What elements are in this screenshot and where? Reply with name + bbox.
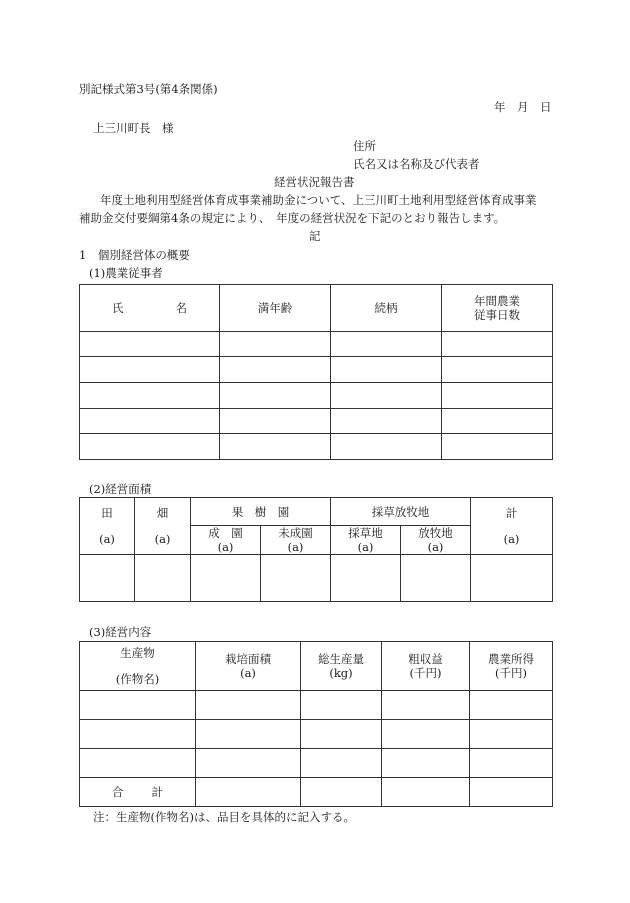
total-row — [80, 778, 553, 807]
ki-mark: 記 — [309, 229, 321, 243]
grazing-header: 放牧地 (a) — [401, 526, 471, 555]
farm-workers-table — [79, 284, 553, 460]
total-header: 計 (a) — [471, 498, 553, 555]
subsection-3-heading: (3)経営内容 — [89, 625, 152, 639]
immature-orchard-header: 未成園 (a) — [261, 526, 331, 555]
meadow-header: 採草地 (a) — [331, 526, 401, 555]
orchard-header: 果 樹 園 — [191, 498, 331, 526]
table-row — [80, 383, 553, 409]
table-row — [80, 749, 553, 778]
col-name-header: 氏 名 — [80, 285, 220, 332]
table-row — [80, 332, 553, 357]
table-row — [80, 720, 553, 749]
address-label: 住所 — [353, 139, 376, 153]
farm-management-table — [79, 641, 553, 807]
col-days-header: 年間農業 従事日数 — [442, 285, 553, 332]
paddy-header: 田 (a) — [80, 498, 135, 555]
production-header: 総生産量 (kg) — [301, 642, 382, 691]
farm-area-table — [79, 497, 553, 602]
table-row — [80, 434, 553, 460]
body-line-1: 年度土地利用型経営体育成事業補助金について、上三川町土地利用型経営体育成事業 — [100, 193, 537, 207]
total-label: 合 計 — [80, 778, 196, 807]
body-line-2: 補助金交付要綱第4条の規定により、 年度の経営状況を下記のとおり報告します。 — [79, 211, 506, 225]
table-row — [80, 555, 553, 602]
document-title: 経営状況報告書 — [274, 175, 355, 189]
section-1-heading: 1 個別経営体の概要 — [79, 248, 190, 262]
col-relation-header: 続柄 — [331, 285, 442, 332]
date-line: 年 月 日 — [494, 100, 552, 114]
addressee: 上三川町長 様 — [93, 121, 174, 135]
field-header: 畑 (a) — [135, 498, 191, 555]
name-label: 氏名又は名称及び代表者 — [353, 157, 480, 171]
gross-header: 粗収益 (千円) — [382, 642, 470, 691]
table-row — [80, 357, 553, 383]
col-age-header: 満年齢 — [220, 285, 331, 332]
subsection-1-heading: (1)農業従事者 — [89, 266, 163, 280]
area-header: 栽培面積 (a) — [196, 642, 301, 691]
table-row — [80, 691, 553, 720]
table-row — [80, 409, 553, 434]
footnote: 注：生産物(作物名)は、品目を具体的に記入する。 — [93, 810, 355, 824]
pasture-header: 採草放牧地 — [331, 498, 471, 526]
product-header: 生産物 (作物名) — [80, 642, 196, 691]
mature-orchard-header: 成 園 (a) — [191, 526, 261, 555]
income-header: 農業所得 (千円) — [470, 642, 553, 691]
subsection-2-heading: (2)経営面積 — [89, 482, 152, 496]
form-number: 別記様式第3号(第4条関係) — [79, 82, 218, 96]
